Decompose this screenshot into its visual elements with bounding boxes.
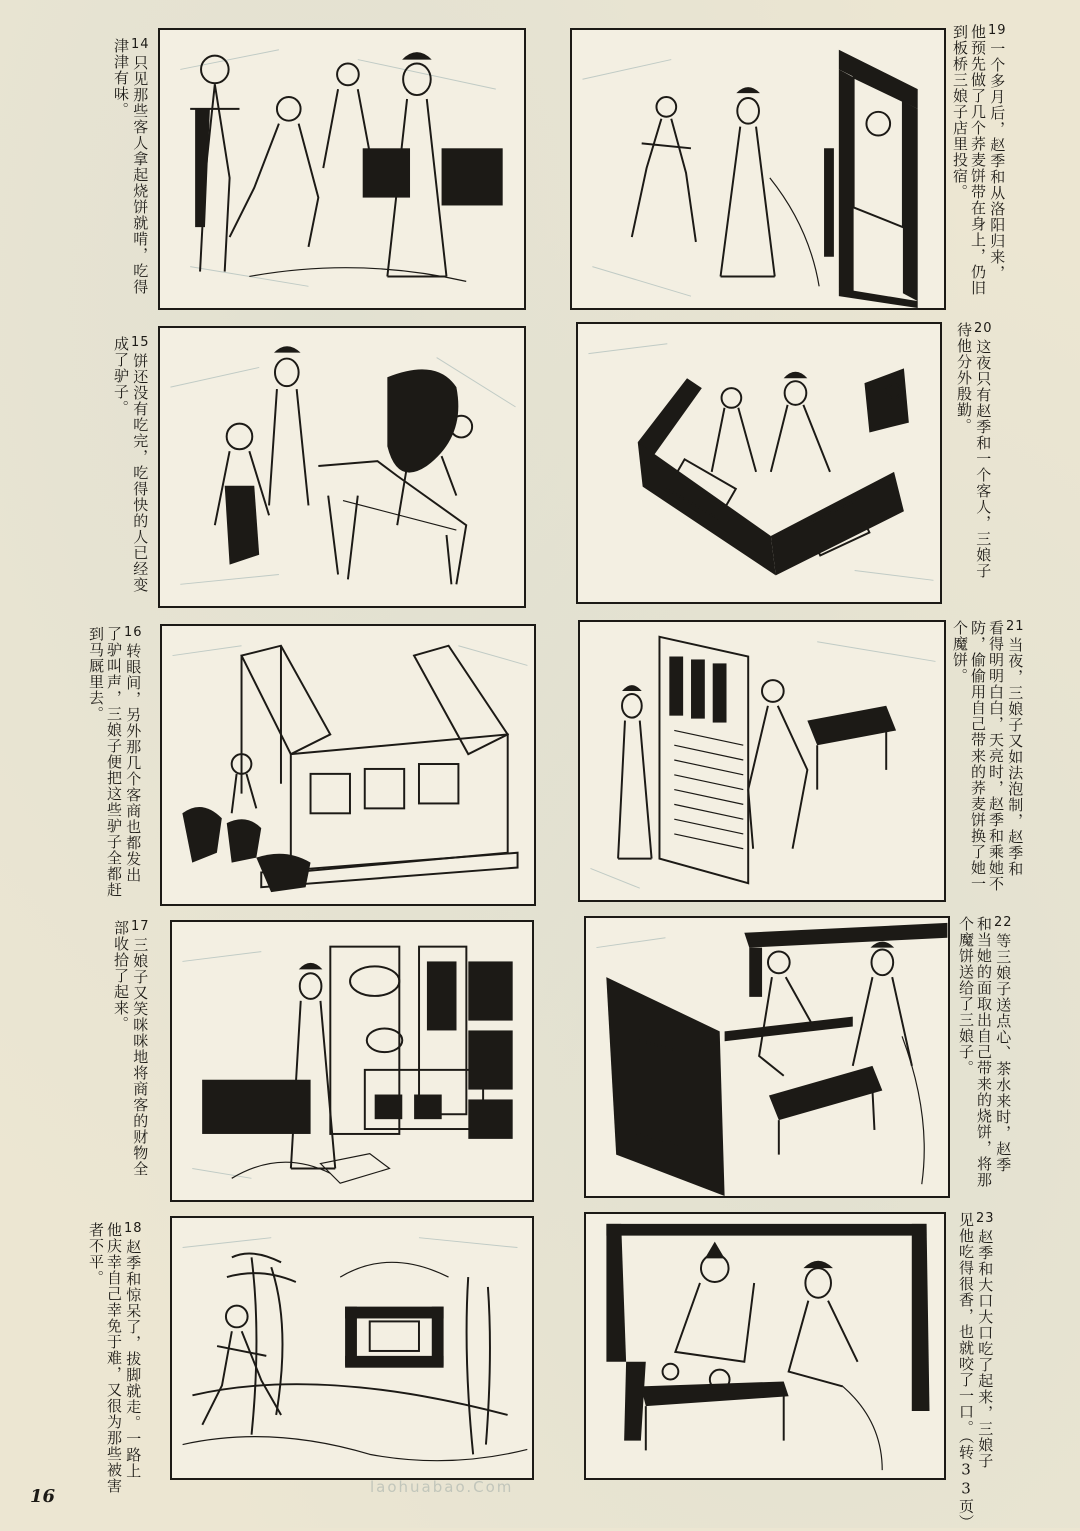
site-watermark: laohuabao.Com [370, 1478, 514, 1496]
panel-21-illustration [578, 620, 946, 902]
swapping-cake-illustration [580, 622, 944, 900]
caption-number: 18 [124, 1221, 143, 1236]
arriving-at-inn-illustration [572, 30, 944, 308]
guests-turning-donkeys-illustration [160, 328, 524, 606]
caption-22: 22等三娘子送点心、茶水来时，赵季 和当她的面取出自己带来的烧饼，将那 个魔饼送给了三娘子。 [957, 915, 1013, 1188]
caption-number: 23 [976, 1211, 995, 1226]
panel-19-illustration [570, 28, 946, 310]
caption-23: 23赵季和大口大口吃了起来，三娘子 见他吃得很香，也就咬了一口。（转33页） [957, 1211, 995, 1531]
panel-18-illustration [170, 1216, 534, 1480]
caption-21: 21当夜，三娘子又如法泡制，赵季和 看得明明白白，天亮时，赵季和乘她不 防，偷偷用自己带来的荞麦饼换了她一 个魔饼。 [951, 619, 1025, 892]
caption-number: 16 [124, 625, 143, 640]
stable-illustration [162, 626, 534, 904]
caption-20: 20这夜只有赵季和一个客人，三娘子 待他分外殷勤。 [955, 321, 993, 579]
page-number: 16 [30, 1486, 56, 1507]
caption-number: 14 [131, 37, 150, 52]
panel-23-illustration [584, 1212, 946, 1480]
caption-number: 21 [1006, 619, 1025, 634]
caption-number: 19 [988, 23, 1007, 38]
caption-number: 20 [974, 321, 993, 336]
fleeing-illustration [172, 1218, 532, 1478]
caption-number: 17 [131, 919, 150, 934]
giving-magic-cake-illustration [586, 918, 948, 1196]
panel-20-illustration [576, 322, 942, 604]
caption-19: 19一个多月后，赵季和从洛阳归来， 他预先做了几个荞麦饼带在身上，仍旧 到板桥三娘子店里投宿。 [951, 23, 1007, 296]
caption-number: 15 [131, 335, 150, 350]
evening-hospitality-illustration [578, 324, 940, 602]
caption-15: 15饼还没有吃完，吃得快的人已经变 成了驴子。 [112, 335, 150, 593]
caption-16: 16转眼间，另外那几个客商也都发出 了驴叫声，三娘子便把这些驴子全都赶 到马厩里去。 [87, 625, 143, 898]
caption-18: 18赵季和惊呆了，拔脚就走。一路上 他庆幸自己幸免于难，又很为那些被害 者不平。 [87, 1221, 143, 1494]
collecting-belongings-illustration [172, 922, 532, 1200]
caption-17: 17三娘子又笑咪咪地将商客的财物全 部收拾了起来。 [112, 919, 150, 1177]
panel-14-illustration [158, 28, 526, 310]
caption-14: 14只见那些客人拿起烧饼就啃，吃得 津津有味。 [112, 37, 150, 295]
panel-22-illustration [584, 916, 950, 1198]
both-eating-illustration [586, 1214, 944, 1478]
panel-17-illustration [170, 920, 534, 1202]
panel-16-illustration [160, 624, 536, 906]
caption-number: 22 [994, 915, 1013, 930]
panel-15-illustration [158, 326, 526, 608]
guests-eating-illustration [160, 30, 524, 308]
